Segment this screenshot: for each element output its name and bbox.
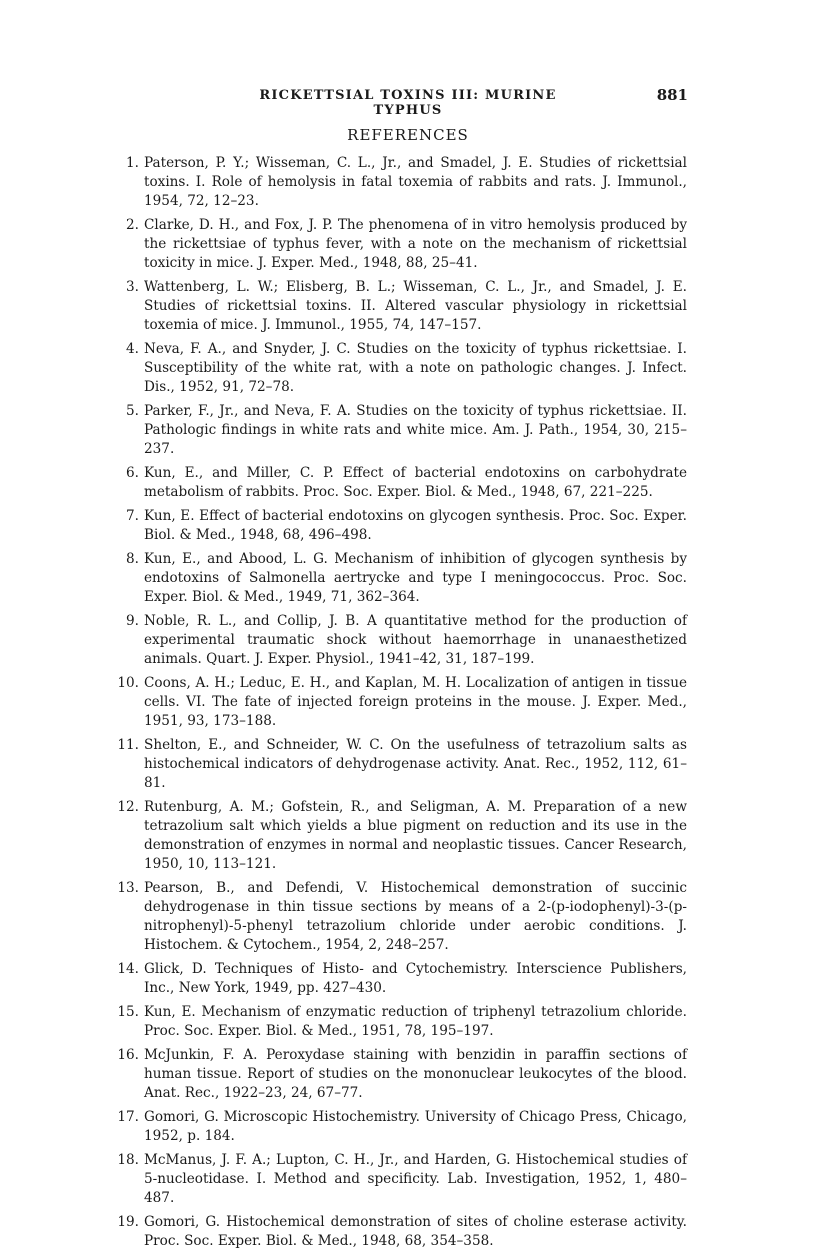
reference-number: 3 . [107, 278, 139, 297]
reference-item [107, 1213, 687, 1251]
reference-number: 1 . [107, 154, 139, 173]
reference-number: 13 . [107, 879, 139, 898]
reference-item [107, 507, 687, 545]
reference-text: Shelton, E., and Schneider, W. C. On the usefulness of tetrazolium salts as histochemical indicators of dehydrogenase activity. Anat. Rec., 1952, 112, 61–81. [144, 737, 687, 791]
reference-item [107, 550, 687, 607]
running-head: RICKETTSIAL TOXINS III: MURINE TYPHUS [259, 88, 557, 118]
reference-item [107, 340, 687, 397]
reference-number: 7 . [107, 507, 139, 526]
reference-number: 4 . [107, 340, 139, 359]
reference-text: Coons, A. H.; Leduc, E. H., and Kaplan, M. H. Localization of antigen in tissue cells. VI. The fate of injected foreign proteins in the mouse. J. Exper. Med., 1951, 93, 173–188. [144, 675, 687, 729]
reference-text: Kun, E. Effect of bacterial endotoxins on glycogen synthesis. Proc. Soc. Exper. Biol. & Med., 1948, 68, 496–498. [144, 508, 687, 543]
reference-item [107, 798, 687, 874]
reference-text: Parker, F., Jr., and Neva, F. A. Studies on the toxicity of typhus rickettsiae. II. Pathologic findings in white rats and white mice. Am. J. Path., 1954, 30, 215–237. [144, 403, 687, 457]
reference-text: Glick, D. Techniques of Histo- and Cytochemistry. Interscience Publishers, Inc., New York, 1949, pp. 427–430. [144, 961, 687, 996]
reference-text: Kun, E., and Miller, C. P. Effect of bacterial endotoxins on carbohydrate metabolism of rabbits. Proc. Soc. Exper. Biol. & Med., 1948, 67, 221–225. [144, 465, 687, 500]
reference-number: 15 . [107, 1003, 139, 1022]
reference-item [107, 216, 687, 273]
reference-text: Kun, E. Mechanism of enzymatic reduction of triphenyl tetrazolium chloride. Proc. Soc. Exper. Biol. & Med., 1951, 78, 195–197. [144, 1004, 687, 1039]
reference-number: 10 . [107, 674, 139, 693]
reference-item [107, 1108, 687, 1146]
reference-text: Wattenberg, L. W.; Elisberg, B. L.; Wisseman, C. L., Jr., and Smadel, J. E. Studies of rickettsial toxins. II. Altered vascular physiology in rickettsial toxemia of mice. J. Immunol., 1955, 74, 147–157. [144, 279, 687, 333]
reference-number: 12 . [107, 798, 139, 817]
reference-number: 17 . [107, 1108, 139, 1127]
reference-text: Rutenburg, A. M.; Gofstein, R., and Seligman, A. M. Preparation of a new tetrazolium salt which yields a blue pigment on reduction and its use in the demonstration of enzymes in normal and neoplastic tissues. Cancer Research, 1950, 10, 113–121. [144, 799, 687, 872]
reference-list [107, 154, 687, 1256]
reference-text: Gomori, G. Histochemical demonstration of sites of choline esterase activity. Proc. Soc. Exper. Biol. & Med., 1948, 68, 354–358. [144, 1214, 687, 1249]
reference-item [107, 154, 687, 211]
reference-item [107, 278, 687, 335]
reference-number: 18 . [107, 1151, 139, 1170]
reference-text: McManus, J. F. A.; Lupton, C. H., Jr., and Harden, G. Histochemical studies of 5-nucleotidase. I. Method and specificity. Lab. Investigation, 1952, 1, 480–487. [144, 1152, 687, 1206]
reference-item [107, 674, 687, 731]
reference-text: McJunkin, F. A. Peroxydase staining with benzidin in paraffin sections of human tissue. Report of studies on the mononuclear leukocytes of the blood. Anat. Rec., 1922–23, 24, 67–77. [144, 1047, 687, 1101]
reference-text: Paterson, P. Y.; Wisseman, C. L., Jr., and Smadel, J. E. Studies of rickettsial toxins. I. Role of hemolysis in fatal toxemia of rabbits and rats. J. Immunol., 1954, 72, 12–23. [144, 155, 687, 209]
references-heading: REFERENCES [347, 126, 469, 144]
reference-text: Pearson, B., and Defendi, V. Histochemical demonstration of succinic dehydrogenase in thin tissue sections by means of a 2-(p-iodophenyl)-3-(p-nitrophenyl)-5-phenyl tetrazolium chloride under aerobic conditions. J. Histochem. & Cytochem., 1954, 2, 248–257. [144, 880, 687, 953]
reference-number: 6 . [107, 464, 139, 483]
reference-text: Gomori, G. Microscopic Histochemistry. University of Chicago Press, Chicago, 1952, p. 184. [144, 1109, 687, 1144]
reference-item [107, 879, 687, 955]
reference-text: Kun, E., and Abood, L. G. Mechanism of inhibition of glycogen synthesis by endotoxins of Salmonella aertrycke and type I meningococcus. Proc. Soc. Exper. Biol. & Med., 1949, 71, 362–364. [144, 551, 687, 605]
reference-number: 9 . [107, 612, 139, 631]
reference-number: 8 . [107, 550, 139, 569]
reference-item [107, 402, 687, 459]
page-number: 881 [656, 86, 688, 104]
reference-item [107, 1003, 687, 1041]
reference-number: 5 . [107, 402, 139, 421]
reference-text: Clarke, D. H., and Fox, J. P. The phenomena of in vitro hemolysis produced by the rickettsiae of typhus fever, with a note on the mechanism of rickettsial toxicity in mice. J. Exper. Med., 1948, 88, 25–41. [144, 217, 687, 271]
reference-item [107, 736, 687, 793]
reference-item [107, 1046, 687, 1103]
reference-item [107, 612, 687, 669]
reference-number: 19 . [107, 1213, 139, 1232]
reference-item [107, 1151, 687, 1208]
reference-item [107, 960, 687, 998]
reference-number: 11 . [107, 736, 139, 755]
reference-number: 2 . [107, 216, 139, 235]
reference-number: 16 . [107, 1046, 139, 1065]
reference-item [107, 464, 687, 502]
reference-text: Neva, F. A., and Snyder, J. C. Studies on the toxicity of typhus rickettsiae. I. Susceptibility of the white rat, with a note on pathologic changes. J. Infect. Dis., 1952, 91, 72–78. [144, 341, 687, 395]
reference-text: Noble, R. L., and Collip, J. B. A quantitative method for the production of experimental traumatic shock without haemorrhage in unanaesthetized animals. Quart. J. Exper. Physiol., 1941–42, 31, 187–199. [144, 613, 687, 667]
reference-number: 14 . [107, 960, 139, 979]
